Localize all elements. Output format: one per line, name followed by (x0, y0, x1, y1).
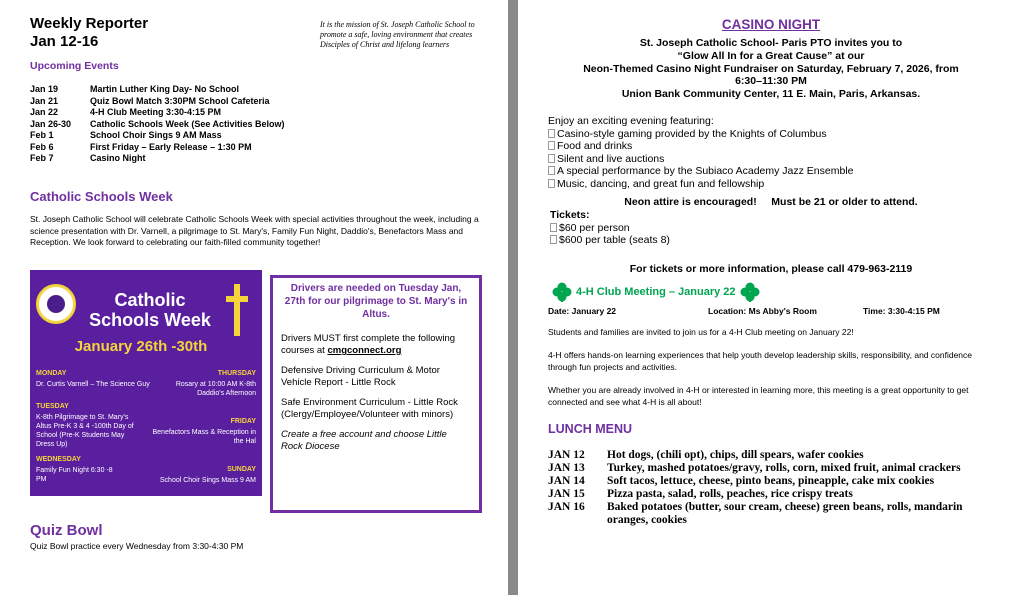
school-seal-icon (36, 284, 76, 324)
flyer-title: Catholic Schools Week (89, 290, 211, 330)
flyer-friday-label: FRIDAY (230, 418, 256, 425)
cross-icon (234, 284, 240, 336)
lunch-desc: Hot dogs, (chili opt), chips, dill spears, wafer cookies (607, 449, 864, 461)
feature-item (548, 128, 854, 141)
bullet-icon (550, 235, 557, 244)
flyer-friday-text: Benefactors Mass & Reception in the Hal (152, 429, 256, 445)
club-heading-row (548, 282, 764, 302)
bullet-icon (548, 129, 555, 138)
event-row (30, 107, 285, 119)
lunch-date: JAN 14 (548, 475, 585, 487)
feature-item (548, 153, 854, 166)
mission-statement: It is the mission of St. Joseph Catholic School to promote a safe, loving environment that creates Disciples of Christ and lifelong learners (320, 20, 475, 49)
cmgconnect-link[interactable]: cmgconnect.org (327, 345, 402, 356)
lunch-date: JAN 16 (548, 501, 585, 513)
lunch-date: JAN 15 (548, 488, 585, 500)
upcoming-events-heading: Upcoming Events (30, 60, 119, 72)
casino-night-heading: CASINO NIGHT (721, 17, 821, 32)
invite-line: 6:30–11:30 PM (735, 75, 807, 88)
csw-text: St. Joseph Catholic School will celebrate Catholic Schools Week with special activities throughout the week, including a science presentation with Dr. Varnell, a pilgrimage to St. Mary's, Family Fun Night, Daddio's, Benefactors Mass and Reception. We look forward to celebrating our faith-filled community together! (30, 214, 479, 247)
club-location: Location: Ms Abby's Room (708, 306, 817, 316)
lunch-row (548, 462, 992, 475)
flyer-wednesday-text: Family Fun Night 6:30 -8 PM (36, 467, 113, 483)
feature-text: A special performance by the Subiaco Academy Jazz Ensemble (557, 165, 854, 178)
club-date: Date: January 22 (548, 306, 617, 316)
club-p2: 4-H offers hands-on learning experiences that help youth develop leadership skills, responsibility, and confidence through fun projects and activities. (548, 350, 972, 372)
lunch-desc: Pizza pasta, salad, rolls, peaches, rice crispy treats (607, 488, 853, 500)
event-row (30, 96, 285, 108)
feature-text: Casino-style gaming provided by the Knights of Columbus (557, 127, 827, 140)
clover-icon (740, 282, 760, 302)
cross-icon-bar (226, 296, 248, 302)
drivers-heading: Drivers are needed on Tuesday Jan, 27th for our pilgrimage to St. Mary's in Altus. (284, 283, 468, 320)
bullet-icon (548, 166, 555, 175)
flyer-tuesday-label: TUESDAY (36, 403, 69, 410)
drivers-p3: Safe Environment Curriculum - Little Rock (Clergy/Employee/Volunteer with minors) (281, 397, 458, 420)
club-p3: Whether you are already involved in 4-H or interested in learning more, this meeting is a great opportunity to get connected and see what 4-H is all about! (548, 385, 969, 407)
flyer-wednesday-label: WEDNESDAY (36, 456, 81, 463)
event-row (30, 119, 285, 131)
csw-flyer (30, 270, 262, 496)
casino-invite (548, 37, 994, 101)
ticket-text: $60 per person (559, 221, 630, 234)
invite-line: Union Bank Community Center, 11 E. Main, Paris, Arkansas. (621, 88, 921, 101)
lunch-date: JAN 13 (548, 462, 585, 474)
event-row (30, 142, 285, 154)
feature-text: Music, dancing, and great fun and fellowship (557, 177, 765, 190)
flyer-tuesday-text: K-8th Pilgrimage to St. Mary's Altus Pre-K 3 & 4 -100th Day of School (Pre-K Students May Dress Up) (36, 414, 134, 448)
bullet-icon (548, 154, 555, 163)
casino-features (548, 115, 854, 191)
feature-item (548, 178, 854, 191)
bullet-icon (548, 179, 555, 188)
title-line-1: Weekly Reporter (30, 15, 149, 32)
lunch-row (548, 475, 992, 488)
drivers-p2: Defensive Driving Curriculum & Motor Vehicle Report - Little Rock (281, 365, 440, 388)
tickets-block (550, 209, 670, 247)
clover-icon (552, 282, 572, 302)
flyer-thursday-text: Rosary at 10:00 AM K-8th Daddio's Afternoon (175, 381, 256, 397)
event-date: Feb 7 (30, 153, 54, 163)
lunch-menu-heading: LUNCH MENU (548, 422, 633, 436)
flyer-monday-text: Dr. Curtis Varnell – The Science Guy (36, 381, 150, 388)
bullet-icon (548, 141, 555, 150)
event-row (30, 84, 285, 96)
event-text: Martin Luther King Day- No School (90, 84, 240, 94)
ticket-item (550, 234, 670, 247)
csw-heading: Catholic Schools Week (30, 189, 173, 204)
event-text: Casino Night (90, 153, 146, 163)
event-text: Quiz Bowl Match 3:30PM School Cafeteria (90, 95, 270, 106)
tickets-list (550, 222, 670, 247)
events-list (30, 84, 285, 165)
quiz-bowl-text: Quiz Bowl practice every Wednesday from 3:30-4:30 PM (30, 541, 244, 551)
drivers-p1-text: Drivers MUST first complete the following courses at (281, 333, 456, 356)
invite-line: “Glow All In for a Great Cause” at our (677, 49, 865, 62)
event-date: Jan 26-30 (30, 118, 72, 129)
lunch-desc: Soft tacos, lettuce, cheese, pinto beans, pineapple, cake mix cookies (607, 475, 935, 487)
flyer-thursday-label: THURSDAY (217, 370, 256, 377)
left-page (0, 0, 508, 595)
flyer-sunday-text: School Choir Sings Mass 9 AM (159, 477, 256, 484)
tickets-heading: Tickets: (550, 209, 590, 221)
flyer-dates: January 26th -30th (74, 338, 208, 355)
event-date: Jan 19 (30, 84, 59, 94)
bullet-icon (550, 223, 557, 232)
event-row (30, 153, 285, 165)
drivers-box (270, 275, 482, 513)
invite-line: St. Joseph Catholic School- Paris PTO invites you to (639, 37, 903, 49)
invite-line: Neon-Themed Casino Night Fundraiser on Saturday, February 7, 2026, from (583, 62, 959, 75)
event-text: First Friday – Early Release – 1:30 PM (90, 141, 252, 152)
lunch-menu (548, 449, 992, 527)
event-date: Feb 6 (30, 141, 54, 152)
feature-item (548, 140, 854, 153)
club-time: Time: 3:30-4:15 PM (863, 306, 940, 316)
event-date: Feb 1 (30, 130, 54, 140)
feature-item (548, 165, 854, 178)
club-p1: Students and families are invited to join us for a 4-H Club meeting on January 22! (548, 327, 854, 337)
lunch-row (548, 501, 992, 527)
event-date: Jan 21 (30, 95, 59, 106)
feature-text: Silent and live auctions (557, 152, 665, 165)
event-date: Jan 22 (30, 107, 59, 117)
ticket-item (550, 222, 670, 235)
more-info: For tickets or more information, please call 479-963-2119 (629, 263, 913, 275)
lunch-desc: Baked potatoes (butter, sour cream, cheese) green beans, rolls, mandarin oranges, cookies (607, 501, 963, 526)
neon-note: Neon attire is encouraged! Must be 21 or older to attend. (624, 196, 918, 208)
ticket-text: $600 per table (seats 8) (559, 234, 670, 247)
club-heading: 4-H Club Meeting – January 22 (576, 286, 736, 298)
event-row (30, 130, 285, 142)
title-line-2: Jan 12-16 (30, 33, 99, 50)
right-page (518, 0, 1024, 595)
quiz-bowl-heading: Quiz Bowl (30, 522, 103, 539)
lunch-desc: Turkey, mashed potatoes/gravy, rolls, corn, mixed fruit, animal crackers (607, 462, 961, 474)
newsletter-title (30, 15, 148, 51)
event-text: School Choir Sings 9 AM Mass (90, 130, 222, 140)
features-list (548, 128, 854, 191)
drivers-p4: Create a free account and choose Little Rock Diocese (281, 429, 447, 452)
lunch-row (548, 488, 992, 501)
lunch-date: JAN 12 (548, 449, 585, 461)
event-text: Catholic Schools Week (See Activities Below) (90, 118, 285, 129)
drivers-p1 (281, 333, 471, 357)
feature-text: Food and drinks (557, 140, 633, 153)
flyer-monday-label: MONDAY (36, 370, 67, 377)
lunch-row (548, 449, 992, 462)
flyer-sunday-label: SUNDAY (227, 466, 256, 473)
event-text: 4-H Club Meeting 3:30-4:15 PM (90, 107, 222, 117)
features-intro: Enjoy an exciting evening featuring: (548, 115, 714, 127)
